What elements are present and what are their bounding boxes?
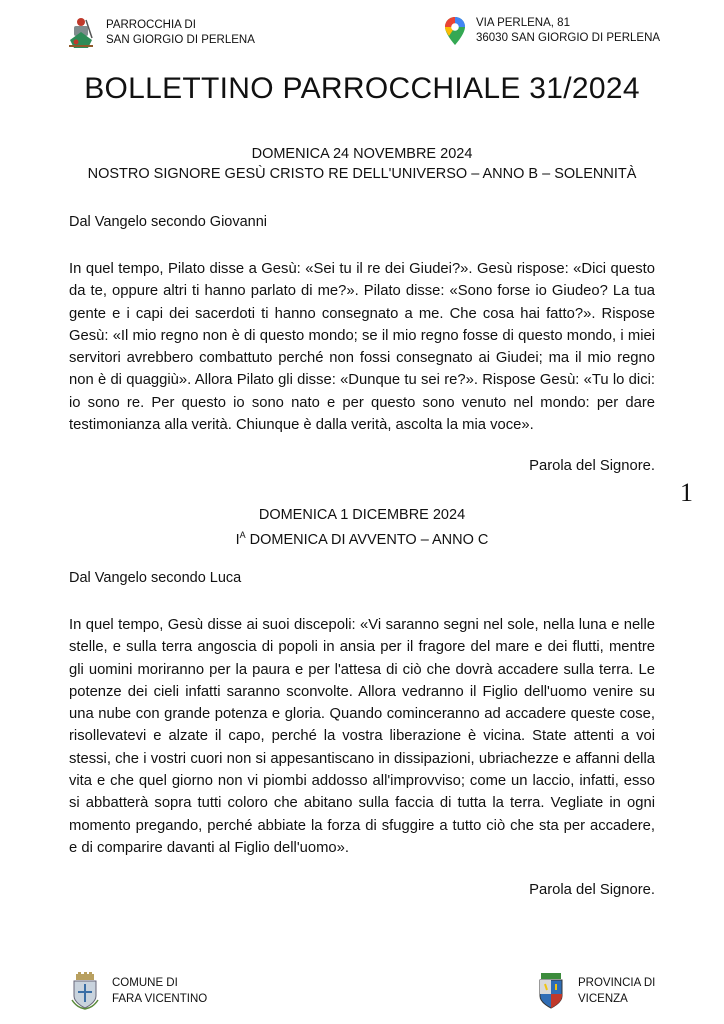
- section-2-closing: Parola del Signore.: [529, 882, 655, 898]
- section-2-subtitle-rest: DOMENICA DI AVVENTO – ANNO C: [245, 531, 489, 548]
- header-left-line1: PARROCCHIA DI: [106, 19, 196, 31]
- section-1-closing: Parola del Signore.: [529, 458, 655, 474]
- footer-municipality: [70, 972, 207, 1010]
- province-crest-icon: [536, 972, 566, 1010]
- header-address: [444, 16, 660, 46]
- parish-emblem-icon: [66, 16, 96, 50]
- section-1-date: DOMENICA 24 NOVEMBRE 2024: [251, 146, 473, 162]
- footer-right-line1: PROVINCIA DI: [578, 977, 656, 989]
- footer-left-line1: COMUNE DI: [112, 977, 178, 989]
- section-1-subtitle: NOSTRO SIGNORE GESÙ CRISTO RE DELL'UNIVERSO – ANNO B – SOLENNITÀ: [87, 166, 637, 182]
- header-left-line2: SAN GIORGIO DI PERLENA: [106, 34, 255, 46]
- footer-province: [536, 972, 655, 1010]
- section-1-source: Dal Vangelo secondo Giovanni: [69, 214, 268, 230]
- section-1-heading: [62, 144, 662, 184]
- section-1-gospel-text: In quel tempo, Pilato disse a Gesù: «Sei tu il re dei Giudei?». Gesù rispose: «Dici questo da te, oppure altri ti hanno parlato di me?». Pilato disse: «Sono forse io Giudeo? La tua gente e i capi dei sacerdoti ti hanno consegnato a me. Che cosa hai fatto?». Rispose Gesù: «Il mio regno non è di questo mondo; se il mio regno fosse di questo mondo, i miei servitori avrebbero combattuto perché non fossi consegnato ai Giudei; ma il mio regno non è di quaggiù». Allora Pilato gli disse: «Dunque tu sei re?». Rispose Gesù: «Tu lo dici: io sono re. Per questo io sono nato e per questo sono venuto nel mondo: per dare testimonianza alla verità. Chiunque è dalla verità, ascolta la mia voce».: [69, 261, 655, 434]
- header-right-line2: 36030 SAN GIORGIO DI PERLENA: [476, 32, 661, 44]
- section-2-subtitle-prefix: I: [235, 531, 240, 548]
- section-2-gospel-text: In quel tempo, Gesù disse ai suoi discepoli: «Vi saranno segni nel sole, nella luna e nelle stelle, e sulla terra angoscia di popoli in ansia per il fragore del mare e dei flutti, mentre gli uomini moriranno per la paura e per l'attesa di ciò che dovrà accadere sulla terra. Le potenze dei cieli infatti saranno sconvolte. Allora vedranno il Figlio dell'uomo venire su una nube con grande potenza e gloria. Quando cominceranno ad accadere queste cose, risollevatevi e alzate il capo, perché la vostra liberazione è vicina. State attenti a voi stessi, che i vostri cuori non si appesantiscano in dissipazioni, ubriachezze e affanni della vita e che quel giorno non vi piombi addosso all'improvviso; come un laccio, infatti, esso si abbatterà sopra tutti coloro che abitano sulla faccia di tutta la terra. Vegliate in ogni momento pregando, perché abbiate la forza di sfuggire a tutto ciò che sta per accadere, e di comparire davanti al Figlio dell'uomo».: [69, 617, 655, 856]
- section-2-heading: [62, 505, 662, 550]
- municipal-crest-icon: [70, 972, 100, 1010]
- map-pin-icon: [444, 16, 466, 46]
- header-right-line1: VIA PERLENA, 81: [476, 17, 570, 29]
- page-title: BOLLETTINO PARROCCHIALE 31/2024: [84, 72, 640, 105]
- section-2-date: DOMENICA 1 DICEMBRE 2024: [258, 507, 466, 523]
- section-2-subtitle-sup: A: [239, 530, 246, 540]
- footer-left-line2: FARA VICENTINO: [112, 993, 208, 1005]
- footer-right-line2: VICENZA: [578, 993, 628, 1005]
- header-parish: [66, 16, 255, 50]
- section-2-subtitle: [62, 525, 662, 550]
- page-number: 1: [680, 478, 693, 507]
- section-2-source: Dal Vangelo secondo Luca: [69, 570, 242, 586]
